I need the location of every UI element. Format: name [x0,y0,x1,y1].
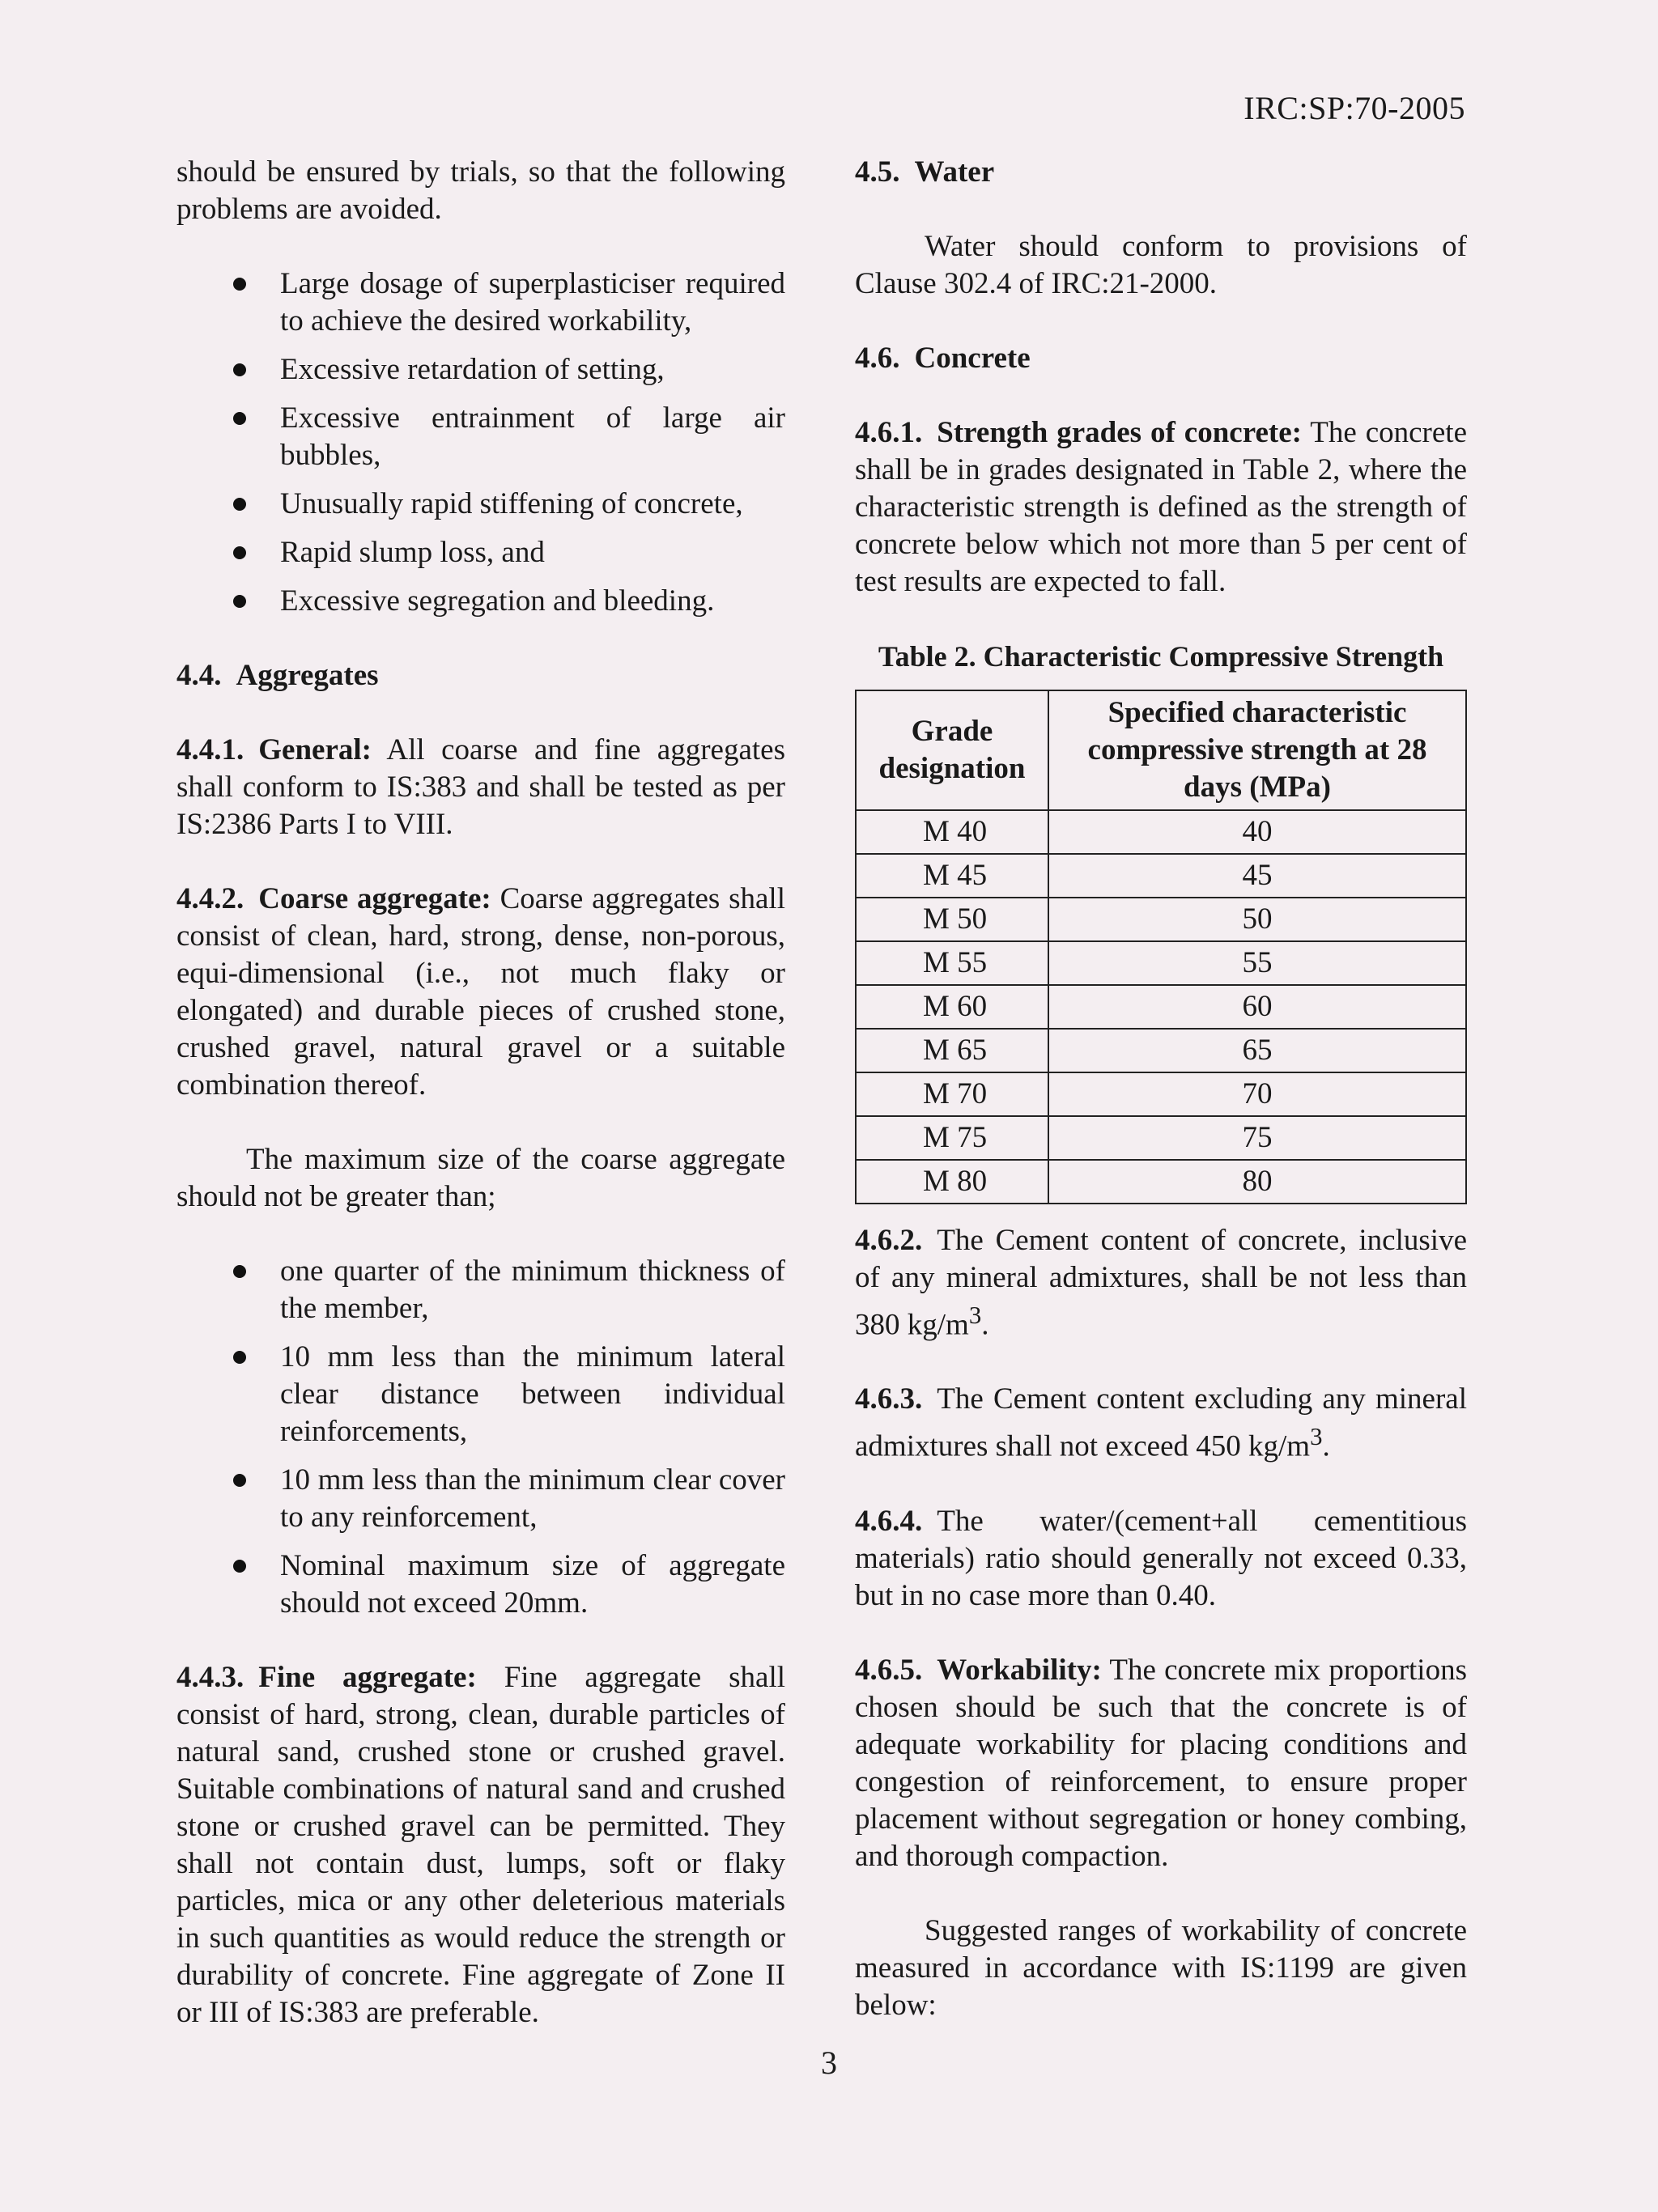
table-caption: Table 2. Characteristic Compressive Strength [878,640,1444,673]
right-column [855,154,1467,2061]
bullet-icon [233,1265,246,1278]
bullet-icon [233,1351,246,1364]
list-item: Rapid slump loss, and [176,534,785,571]
bullet-icon [233,363,246,376]
column-header-grade: Grade designation [856,690,1048,810]
bullet-icon [233,595,246,608]
table-row: M 60 60 [856,985,1466,1029]
max-size-intro: The maximum size of the coarse aggregate should not be greater than; [176,1143,785,1213]
bullet-icon [233,546,246,559]
column-header-strength: Specified characteristic compressive strength at 28 days (MPa) [1048,690,1466,810]
table-header-row [856,690,1466,810]
clause-4-6-1: 4.6.1. Strength grades of concrete: The concrete shall be in grades designated in Table 2, where the characteristic strength is defined as the strength of concrete below which not more than 5 per cent of test results are expected to fall. [855,416,1467,598]
water-paragraph: Water should conform to provisions of Clause 302.4 of IRC:21-2000. [855,230,1467,300]
clause-4-4-1: 4.4.1. General: All coarse and fine aggregates shall conform to IS:383 and shall be tested as per IS:2386 Parts I to VIII. [176,733,785,841]
clause-4-6-2: 4.6.2. The Cement content of concrete, inclusive of any mineral admixtures, shall be not less than 380 $kg/m^3$. [855,1224,1467,1342]
list-item: 10 mm less than the minimum lateral clear distance between individual reinforcements, [176,1339,785,1450]
intro-paragraph: should be ensured by trials, so that the following problems are avoided. [176,155,785,226]
list-item: 10 mm less than the minimum clear cover to any reinforcement, [176,1462,785,1536]
clause-4-6-4: 4.6.4. The water/(cement+all cementitious materials) ratio should generally not exceed 0.33, but in no case more than 0.40. [855,1504,1467,1612]
table-row: M 80 80 [856,1160,1466,1204]
table-row: M 50 50 [856,898,1466,941]
bullet-icon [233,1560,246,1573]
list-item: Nominal maximum size of aggregate should not exceed 20mm. [176,1548,785,1622]
section-heading-4-4: 4.4. Aggregates [176,659,379,692]
section-heading-4-5: 4.5. Water [855,155,995,189]
problems-list [176,265,785,620]
list-item: one quarter of the minimum thickness of the member, [176,1253,785,1327]
table-row: M 45 45 [856,854,1466,898]
bullet-icon [233,1474,246,1487]
clause-4-4-2: 4.4.2. Coarse aggregate: Coarse aggregates shall consist of clean, hard, strong, dense, non-porous, equi-dimensional (i.e., not much flaky or elongated) and durable pieces of crushed stone, crushed gravel, natural gravel or a suitable combination thereof. [176,882,785,1102]
section-heading-4-6: 4.6. Concrete [855,342,1031,375]
clause-4-6-3: 4.6.3. The Cement content excluding any mineral admixtures shall not exceed 450 $kg/m^3$. [855,1382,1467,1463]
table-row: M 55 55 [856,941,1466,985]
list-item: Unusually rapid stiffening of concrete, [176,486,785,523]
clause-4-4-3: 4.4.3. Fine aggregate: Fine aggregate shall consist of hard, strong, clean, durable particles of natural sand, crushed stone or crushed gravel. Suitable combinations of natural sand and crushed stone or crushed gravel can be permitted. They shall not contain dust, lumps, soft or flaky particles, mica or any other deleterious materials in such quantities as would reduce the strength or durability of concrete. Fine aggregate of Zone II or III of IS:383 are preferable. [176,1661,786,2029]
clause-4-6-5: 4.6.5. Workability: The concrete mix proportions chosen should be such that the concrete is of adequate workability for placing conditions and congestion of reinforcement, to ensure proper placement without segregation or honey combing, and thorough compaction. [855,1653,1467,1873]
table-row: M 65 65 [856,1029,1466,1072]
workability-paragraph: Suggested ranges of workability of concrete measured in accordance with IS:1199 are given below: [855,1913,1467,2022]
max-size-list [176,1253,785,1622]
left-column [176,154,785,2069]
document-code: IRC:SP:70-2005 [1244,90,1465,126]
strength-table [855,690,1467,1204]
page-number: 3 [821,2044,837,2081]
table-row: M 70 70 [856,1072,1466,1116]
bullet-icon [233,498,246,511]
list-item: Excessive retardation of setting, [176,351,785,388]
bullet-icon [233,412,246,425]
list-item: Excessive entrainment of large air bubbles, [176,400,785,474]
list-item: Excessive segregation and bleeding. [176,583,785,620]
table-row: M 75 75 [856,1116,1466,1160]
list-item: Large dosage of superplasticiser required to achieve the desired workability, [176,265,785,340]
bullet-icon [233,278,246,291]
table-row: M 40 40 [856,810,1466,854]
